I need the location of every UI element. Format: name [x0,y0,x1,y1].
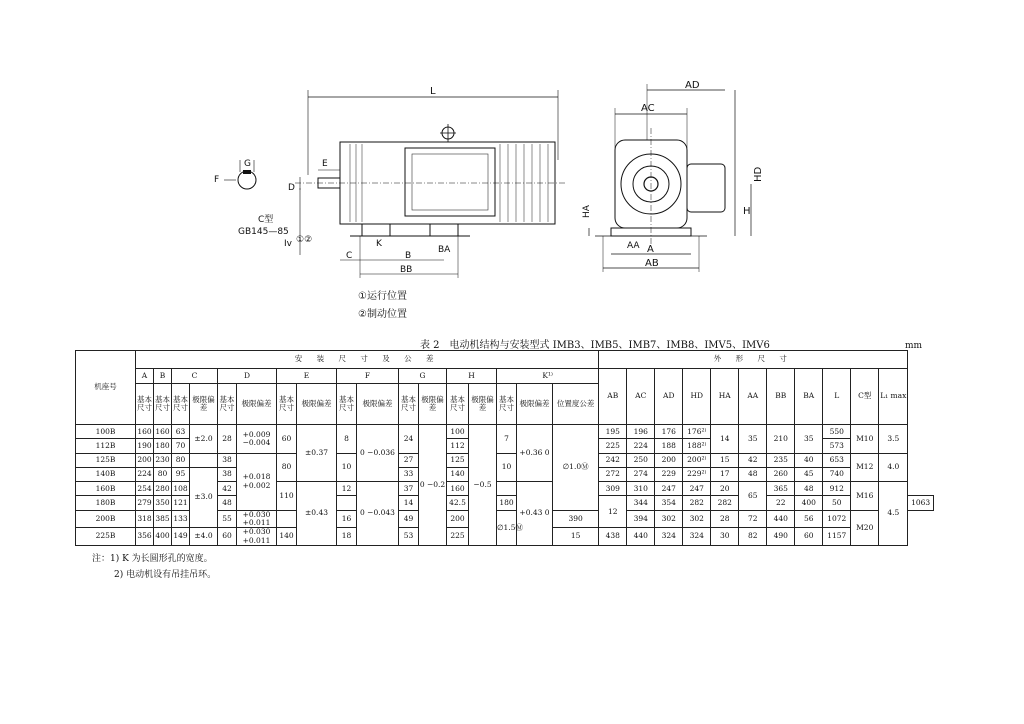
col-AB: AB [599,369,627,425]
cell-B: 230 [154,453,172,467]
cell-AC: 274 [627,467,655,481]
cell-AA: 65 [739,482,767,511]
col-HD: HD [683,369,711,425]
table-row [76,425,934,439]
cell-HD: 302 [683,510,711,528]
col-BA: BA [795,369,823,425]
cell-C: 133 [172,510,190,528]
sub-pos: 位置度公差 [553,384,599,425]
spec-table [75,350,934,546]
cell-K-pos: ∅1.5Ⓜ [497,510,517,545]
cell-HD: 188²⁾ [683,439,711,453]
dim-label-K: K [376,239,382,249]
cell-G: 49 [399,510,419,528]
cell-BA: 48 [795,482,823,496]
cell-G-tol: 0 −0.2 [419,425,447,546]
cell-H: 100 [447,425,469,439]
cell-E: 110 [277,482,297,511]
cell-AB: 438 [599,528,627,546]
cell-AC: 224 [627,439,655,453]
sub-basic: 基本尺寸 [172,384,190,425]
cell-Ctype: M16 [851,482,879,511]
sub-basic: 基本尺寸 [136,384,154,425]
col-Ctype: C型 [851,369,879,425]
cell-AB: 195 [599,425,627,439]
cell-H: 160 [447,482,469,496]
cell-A: 160 [136,425,154,439]
dim-label-AD: AD [685,80,700,91]
cell-BB: 440 [767,510,795,528]
cell-C-tol [190,453,218,467]
cell-B: 180 [154,439,172,453]
note-1: 注：1) K 为长圆形孔的宽度。 [92,554,213,564]
dim-label-C: C [346,251,353,261]
cell-A: 200 [136,453,154,467]
cell-A: 356 [136,528,154,546]
cell-H: 225 [447,528,469,546]
col-L1max: L₁ max [879,369,908,425]
cell-G: 37 [399,482,419,496]
cell-L: 573 [823,439,851,453]
cell-E: 80 [277,453,297,482]
cell-C-tol: ±3.0 [190,467,218,527]
motor-side-view [200,80,570,320]
cell-AA: 48 [739,467,767,481]
cell-BB: 260 [767,467,795,481]
cell-C: 149 [172,528,190,546]
cell-C: 108 [172,482,190,496]
cell-H: 125 [447,453,469,467]
cell-H: 112 [447,439,469,453]
cell-D: 55 [218,510,237,528]
cell-B: 80 [154,467,172,481]
cell-E-tol: ±0.37 [297,425,337,482]
sub-tol: 极限偏差 [190,384,218,425]
cell-E: 60 [277,425,297,454]
dim-label-HD: HD [753,166,764,182]
cell-L1: 3.5 [879,425,908,454]
col-AC: AC [627,369,655,425]
cell-HD: 200²⁾ [683,453,711,467]
frame-cell: 140B [76,467,136,481]
cell-AB: 309 [599,482,627,496]
cell-D: 38 [218,453,237,467]
cell-H: 180 [497,496,517,510]
motor-end-view [575,78,775,278]
dim-label-E: E [322,159,328,169]
cell-AB: 344 [627,496,655,510]
cell-HA: 20 [711,482,739,496]
cell-HD: 229²⁾ [683,467,711,481]
cell-K [497,482,517,496]
frame-cell: 100B [76,425,136,439]
cell-AD: 282 [683,496,711,510]
cell-AB: 225 [599,439,627,453]
table-notes [92,551,216,583]
frame-cell: 125B [76,453,136,467]
sub-tol: 极限偏差 [297,384,337,425]
cell-H: 140 [447,467,469,481]
dim-label-F: F [214,175,220,185]
cell-L: 740 [823,467,851,481]
cell-G: 42.5 [447,496,469,510]
sub-basic: 基本尺寸 [447,384,469,425]
cell-A: 190 [136,439,154,453]
frame-cell: 112B [76,439,136,453]
cell-F: 10 [337,453,357,482]
dim-label-D: D [288,183,295,193]
frame-header: 机座号 [76,351,136,425]
cell-G: 33 [399,467,419,481]
cell-AD: 324 [655,528,683,546]
dim-label-BA: BA [438,245,451,255]
dim-label-AA: AA [627,241,640,251]
frame-cell: 200B [76,510,136,528]
sub-tol: 极限偏差 [237,384,277,425]
cell-K: 12 [599,496,627,528]
cell-B: 385 [154,510,172,528]
dim-label-Iv: Iv [284,239,292,249]
cell-AC: 394 [627,510,655,528]
cell-A: 318 [136,510,154,528]
col-G: G [399,369,447,384]
sub-basic: 基本尺寸 [218,384,237,425]
sub-tol: 极限偏差 [357,384,399,425]
col-H: H [447,369,497,384]
cell-AB: 272 [599,467,627,481]
cell-AA: 72 [739,510,767,528]
cell-B: 350 [154,496,172,510]
col-HA: HA [711,369,739,425]
cell-BA: 50 [823,496,851,510]
cell-C-tol: ±2.0 [190,425,218,454]
col-B: B [154,369,172,384]
cell-BB: 365 [767,482,795,496]
cell-BB: 400 [795,496,823,510]
cell-K: 15 [553,528,599,546]
sub-basic: 基本尺寸 [497,384,517,425]
note-2: 2) 电动机设有吊挂吊环。 [114,570,217,580]
cell-K-tol: +0.36 0 [517,425,553,482]
col-BB: BB [767,369,795,425]
cell-AC: 196 [627,425,655,439]
cell-L1: 4.5 [879,482,908,546]
cell-D: 28 [218,425,237,454]
cell-BB: 210 [767,425,795,454]
cell-C: 121 [172,496,190,510]
col-E: E [277,369,337,384]
cell-HD: 247 [683,482,711,496]
cell-D-tol: +0.030 +0.011 [237,528,277,546]
cell-BA: 45 [795,467,823,481]
cell-D: 38 [218,467,237,481]
cell-E-tol: ±0.43 [297,482,337,546]
dim-label-B: B [405,251,412,261]
col-AA: AA [739,369,767,425]
cell-L: 912 [823,482,851,496]
cell-F: 14 [399,496,419,510]
install-group-header: 安 装 尺 寸 及 公 差 [136,351,599,369]
cell-AB: 390 [553,510,599,528]
dim-label-H: H [743,206,751,217]
col-K: K¹⁾ [497,369,599,384]
sub-basic: 基本尺寸 [277,384,297,425]
table-row [76,453,934,467]
cell-L: 1063 [908,496,934,510]
cell-C-tol: ±4.0 [190,528,218,546]
dim-label-AB: AB [645,258,659,269]
cell-AB: 242 [599,453,627,467]
cell-A: 254 [136,482,154,496]
frame-cell: 225B [76,528,136,546]
col-AD: AD [655,369,683,425]
cell-Ctype: M20 [851,510,879,545]
cell-AD: 200 [655,453,683,467]
cell-HA: 17 [711,467,739,481]
col-D: D [218,369,277,384]
frame-cell: 180B [76,496,136,510]
sub-tol: 极限偏差 [469,384,497,425]
sub-tol: 极限偏差 [419,384,447,425]
cell-L: 1072 [823,510,851,528]
cell-AC: 354 [655,496,683,510]
cell-AC: 440 [627,528,655,546]
cell-G: 53 [399,528,419,546]
cell-D-tol: +0.030 +0.011 [237,510,277,528]
cell-AC: 250 [627,453,655,467]
cell-B: 160 [154,425,172,439]
cell-D-tol: +0.018 +0.002 [237,453,277,510]
cell-K-pos: ∅1.0Ⓜ [553,425,599,511]
cell-HD: 176²⁾ [683,425,711,439]
cell-A: 224 [136,467,154,481]
cell-BB: 235 [767,453,795,467]
cell-AD: 302 [655,510,683,528]
cell-F: 12 [337,482,357,496]
sub-basic: 基本尺寸 [337,384,357,425]
dim-label-AC: AC [641,103,655,114]
cell-AD: 229 [655,467,683,481]
cell-L: 1157 [823,528,851,546]
cell-E [277,510,297,528]
col-C: C [172,369,218,384]
legend-run-position: ①运行位置 [358,291,407,302]
cell-B: 280 [154,482,172,496]
cell-HA: 14 [711,425,739,454]
cell-AD: 188 [655,439,683,453]
cell-G: 24 [399,425,419,454]
cell-K: 10 [497,453,517,482]
cell-F: 16 [337,510,357,528]
cell-AD: 247 [655,482,683,496]
cell-L: 653 [823,453,851,467]
cell-C: 95 [172,467,190,481]
cell-AA: 42 [739,453,767,467]
cell-C: 70 [172,439,190,453]
cell-F: 8 [337,425,357,454]
standard-label: GB145—85 [238,227,289,237]
col-L: L [823,369,851,425]
cell-L1: 4.0 [879,453,908,482]
cell-AD: 176 [655,425,683,439]
key-type-label: C型 [258,215,274,225]
cell-Ctype: M12 [851,453,879,482]
dim-label-G: G [244,159,251,169]
cell-AA: 35 [739,425,767,454]
cell-AC: 310 [627,482,655,496]
cell-BA: 35 [795,425,823,454]
frame-cell: 160B [76,482,136,496]
cell-B: 400 [154,528,172,546]
cell-G: 27 [399,453,419,467]
cell-HD: 324 [683,528,711,546]
cell-F: 18 [337,528,357,546]
cell-HA: 30 [711,528,739,546]
cell-K-tol: +0.43 0 [517,482,553,546]
cell-Ctype: M10 [851,425,879,454]
cell-D-tol [337,496,357,510]
dim-label-L: L [430,86,436,97]
cell-D: 48 [218,496,237,510]
cell-BA: 56 [795,510,823,528]
legend-brake-position: ②制动位置 [358,309,407,320]
cell-D-tol: +0.009 −0.004 [237,425,277,454]
position-marks: ①② [296,235,313,245]
cell-H: 200 [447,510,469,528]
cell-C: 63 [172,425,190,439]
col-A: A [136,369,154,384]
table-caption: 表 2 电动机结构与安装型式 IMB3、IMB5、IMB7、IMB8、IMV5、IMV6 [420,340,770,351]
col-F: F [337,369,399,384]
cell-BB: 490 [767,528,795,546]
cell-BA: 40 [795,453,823,467]
table-unit: mm [905,341,923,351]
cell-HA: 28 [711,510,739,528]
cell-HA: 22 [767,496,795,510]
cell-F-tol: 0 −0.043 [357,482,399,546]
cell-E: 140 [277,528,297,546]
cell-D: 60 [218,528,237,546]
cell-L: 550 [823,425,851,439]
cell-H-tol: −0.5 [469,425,497,546]
cell-F-tol: 0 −0.036 [357,425,399,482]
cell-K: 7 [497,425,517,454]
dim-label-A: A [647,244,654,255]
cell-D: 42 [218,482,237,496]
cell-HA: 15 [711,453,739,467]
cell-A: 279 [136,496,154,510]
outline-group-header: 外 形 尺 寸 [599,351,908,369]
sub-basic: 基本尺寸 [154,384,172,425]
cell-HD: 282 [711,496,739,510]
dim-label-BB: BB [400,265,413,275]
cell-C: 80 [172,453,190,467]
sub-tol: 极限偏差 [517,384,553,425]
cell-BA: 60 [795,528,823,546]
sub-basic: 基本尺寸 [399,384,419,425]
cell-AA: 82 [739,528,767,546]
dim-label-HA: HA [582,205,592,218]
